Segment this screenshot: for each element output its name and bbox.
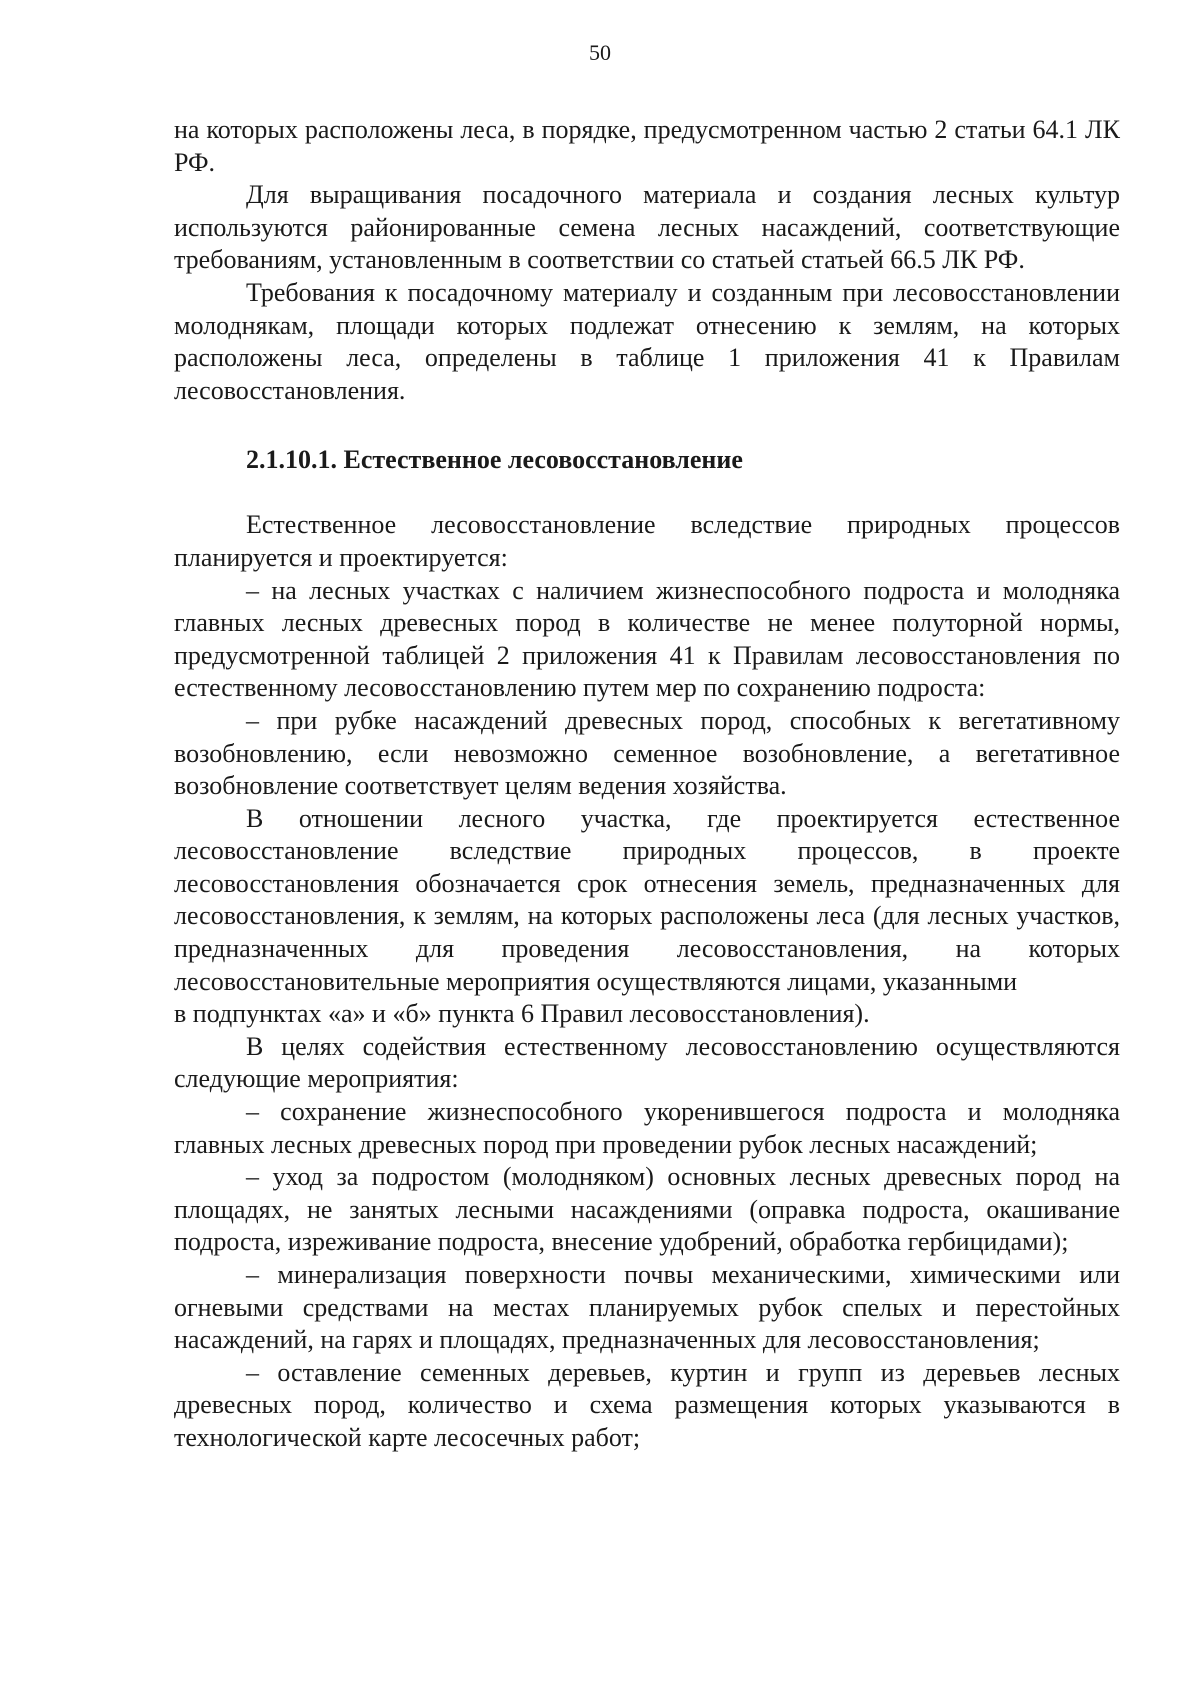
list-item-vegetative: – при рубке насаждений древесных пород, способных к вегетативному возобновлению, если невозможно семенное возобновление, а вегетативное возобновление соответствует целям ведения хозяйства. [174,705,1120,801]
list-item-seed-trees: – оставление семенных деревьев, куртин и групп из деревьев лесных древесных пород, количество и схема размещения которых указываются в технологической карте лесосечных работ; [174,1357,1120,1452]
document-body [174,114,1120,1455]
paragraph-requirements: Требования к посадочному материалу и созданным при лесовосстановлении молоднякам, площади которых подлежат отнесению к землям, на которых расположены леса, определены в таблице 1 приложения 41 к Правилам лесовосстановления. [174,277,1120,405]
paragraph-natural-intro: Естественное лесовосстановление вследствие природных процессов планируется и проектируется: [174,510,1120,572]
page-number: 50 [589,40,611,65]
paragraph-seeds: Для выращивания посадочного материала и создания лесных культур используются районированные семена лесных насаждений, соответствующие требованиям, установленным в соответствии со статьей статьей 66.5 ЛК РФ. [174,180,1120,275]
list-item-care: – уход за подростом (молодняком) основных лесных древесных пород на площадях, не занятых лесными насаждениями (оправка подроста, окашивание подроста, изреживание подроста, внесение удобрений, обработка гербицидами); [174,1162,1120,1257]
paragraph-land-term-cont: в подпунктах «а» и «б» пункта 6 Правил лесовосстановления). [174,999,870,1029]
list-item-undergrowth: – на лесных участках с наличием жизнеспособного подроста и молодняка главных лесных древесных пород в количестве не менее полуторной нормы, предусмотренной таблицей 2 приложения 41 к Правилам лесовосстановления по естественному лесовосстановлению путем мер по сохранению подроста: [174,575,1120,703]
paragraph-assistance-intro: В целях содействия естественному лесовосстановлению осуществляются следующие мероприятия: [174,1031,1120,1094]
list-item-mineralization: – минерализация поверхности почвы механическими, химическими или огневыми средствами на местах планируемых рубок спелых и перестойных насаждений, на гарях и площадях, предназначенных для лесовосстановления; [174,1260,1120,1355]
list-item-preservation: – сохранение жизнеспособного укоренившегося подроста и молодняка главных лесных древесных пород при проведении рубок лесных насаждений; [174,1097,1120,1159]
section-heading: 2.1.10.1. Естественное лесовосстановление [246,445,743,475]
paragraph-continuation: на которых расположены леса, в порядке, предусмотренном частью 2 статьи 64.1 ЛК РФ. [174,115,1120,177]
paragraph-land-term: В отношении лесного участка, где проектируется естественное лесовосстановление вследствие природных процессов, в проекте лесовосстановления обозначается срок отнесения земель, предназначенных для лесовосстановления, к землям, на которых расположены леса (для лесных участков, предназначенных для проведения лесовосстановления, на которых лесовосстановительные мероприятия осуществляются лицами, указанными [174,803,1120,996]
